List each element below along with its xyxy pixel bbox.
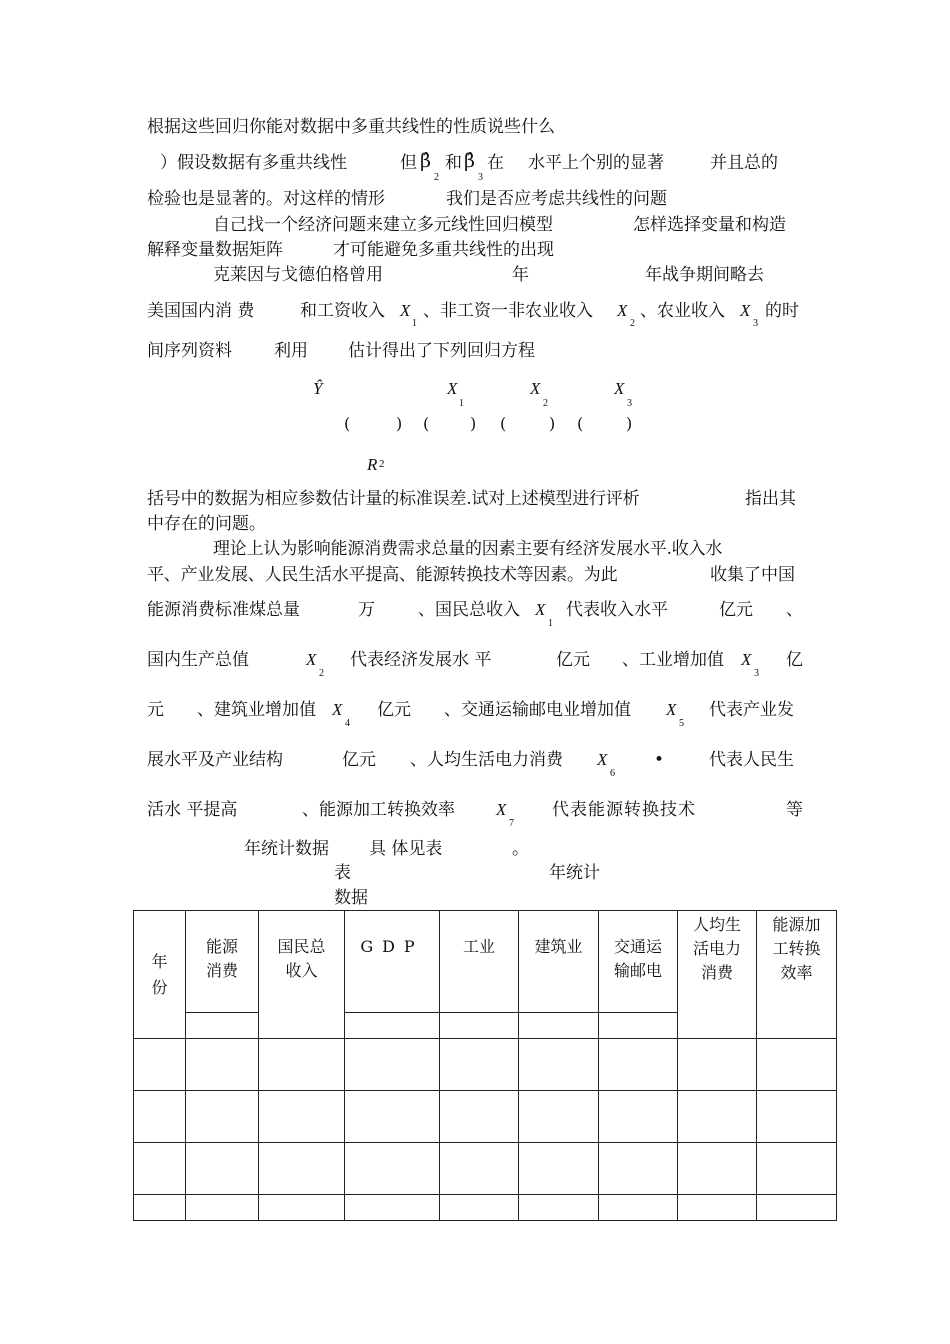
table-cell	[186, 1195, 259, 1221]
open-paren: (	[423, 414, 430, 433]
subscript: 2	[543, 398, 548, 409]
text-fragment: 亿元	[377, 700, 411, 720]
text-fragment: 、交通运输邮电业增加值	[444, 700, 631, 720]
question-line: 自己找一个经济问题来建立多元线性回归模型	[213, 215, 553, 235]
text-fragment: 年	[512, 265, 529, 285]
bullet-dot: •	[654, 750, 665, 770]
text-fragment: 万	[358, 600, 375, 620]
subscript: 4	[345, 718, 350, 729]
variable-x: X	[740, 301, 751, 320]
variable-x: X	[614, 379, 625, 398]
question-line: 年统计数据	[244, 839, 329, 859]
text-fragment: 在	[487, 153, 504, 173]
header-construction	[519, 911, 599, 1013]
question-line: 间序列资料	[147, 341, 232, 361]
text-fragment: 具 体见表	[369, 839, 443, 859]
table-cell	[519, 1039, 599, 1091]
subscript: 6	[610, 768, 615, 779]
text-fragment: 利用	[274, 341, 308, 361]
text-fragment: 、建筑业增加值	[197, 700, 316, 720]
table-cell	[186, 1143, 259, 1195]
text-fragment: 才可能避免多重共线性的出现	[333, 240, 554, 260]
table-cell	[134, 1039, 186, 1091]
table-cell	[599, 1195, 678, 1221]
text-fragment: 估计得出了下列回归方程	[348, 341, 535, 361]
header-label: GDP	[360, 937, 424, 956]
table-cell	[134, 1091, 186, 1143]
table-cell	[440, 1013, 519, 1039]
table-cell	[134, 1143, 186, 1195]
table-cell	[757, 1195, 837, 1221]
subscript: 5	[679, 718, 684, 729]
header-gni	[259, 911, 345, 1039]
text-fragment: 和	[445, 153, 462, 173]
table-cell	[757, 1091, 837, 1143]
variable-x: X	[447, 379, 458, 398]
table-cell	[440, 1195, 519, 1221]
text-fragment: 、国民总收入	[418, 600, 520, 620]
text-fragment: 但	[400, 153, 417, 173]
text-fragment: 、非工资一非农业收入	[423, 301, 593, 321]
table-cell	[519, 1143, 599, 1195]
table-cell	[519, 1013, 599, 1039]
header-industry	[440, 911, 519, 1013]
text-fragment: 、	[786, 600, 803, 620]
open-paren: (	[500, 414, 507, 433]
text-fragment: 指出其	[745, 489, 796, 509]
table-cell	[259, 1195, 345, 1221]
question-line: 括号中的数据为相应参数估计量的标准误差.试对上述模型进行评析	[147, 489, 640, 509]
text-fragment: 代表产业发	[709, 700, 794, 720]
y-hat-symbol: Ŷ	[313, 379, 323, 398]
subscript: 3	[627, 398, 632, 409]
table-cell	[678, 1039, 757, 1091]
text-fragment: 、人均生活电力消费	[410, 750, 563, 770]
header-label: 交通运输邮电	[613, 937, 662, 980]
header-gdp	[345, 911, 440, 1013]
beta-hat-symbol: β̂	[420, 150, 431, 172]
table-row	[134, 1195, 837, 1221]
table-cell	[519, 1195, 599, 1221]
table-cell	[186, 1091, 259, 1143]
text-fragment: 我们是否应考虑共线性的问题	[446, 189, 667, 209]
text-fragment: 、农业收入	[640, 301, 725, 321]
subscript: 1	[548, 618, 553, 629]
variable-x: X	[496, 800, 507, 819]
subscript: 3	[753, 318, 758, 329]
text-fragment: 亿元	[342, 750, 376, 770]
table-caption: 年统计	[549, 863, 600, 883]
text-fragment: 等	[786, 800, 803, 820]
question-line: 解释变量数据矩阵	[147, 240, 283, 260]
variable-x: X	[530, 379, 541, 398]
subscript: 1	[412, 318, 417, 329]
question-line: 展水平及产业结构	[147, 750, 283, 770]
table-cell	[678, 1143, 757, 1195]
question-line: 中存在的问题。	[147, 514, 266, 534]
table-cell	[757, 1143, 837, 1195]
header-label: 能源消费	[205, 937, 238, 980]
text-fragment: 亿元	[719, 600, 753, 620]
text-fragment: 的时	[765, 301, 799, 321]
close-paren: )	[549, 414, 556, 433]
table-cell	[440, 1091, 519, 1143]
table-cell	[345, 1039, 440, 1091]
header-label: 人均生活电力消费	[692, 915, 741, 982]
table-cell	[440, 1143, 519, 1195]
table-cell	[259, 1091, 345, 1143]
question-line: 元	[147, 700, 164, 720]
question-line: 检验也是显著的。对这样的情形	[147, 189, 385, 209]
header-power-use	[678, 911, 757, 1039]
text-fragment: 亿元	[556, 650, 590, 670]
table-cell	[186, 1039, 259, 1091]
close-paren: )	[626, 414, 633, 433]
table-cell	[259, 1143, 345, 1195]
table-cell	[599, 1013, 678, 1039]
text-fragment: 水平上个别的显著	[528, 153, 664, 173]
text-fragment: 代表人民生	[709, 750, 794, 770]
question-line: 克莱因与戈德伯格曾用	[213, 265, 383, 285]
subscript: 1	[459, 398, 464, 409]
subscript: 3	[478, 172, 483, 183]
question-line: ）假设数据有多重共线性	[160, 153, 347, 173]
text-fragment: 。	[512, 839, 529, 859]
text-fragment: 、能源加工转换效率	[302, 800, 455, 820]
variable-x: X	[306, 650, 317, 669]
variable-x: X	[741, 650, 752, 669]
table-caption: 表	[334, 863, 351, 883]
header-label: 能源加工转换效率	[772, 915, 821, 982]
question-line: 能源消费标准煤总量	[147, 600, 300, 620]
text-fragment: 、工业增加值	[622, 650, 724, 670]
table-cell	[345, 1195, 440, 1221]
table-cell	[599, 1091, 678, 1143]
subscript: 2	[630, 318, 635, 329]
table-cell	[259, 1039, 345, 1091]
variable-x: X	[617, 301, 628, 320]
text-fragment: 代表经济发展水 平	[350, 650, 492, 670]
variable-x: X	[535, 600, 546, 619]
variable-x: X	[332, 700, 343, 719]
table-row	[134, 1039, 837, 1091]
question-line: 活水 平提高	[147, 800, 238, 820]
text-fragment: 年战争期间略去	[645, 265, 764, 285]
variable-x: X	[597, 750, 608, 769]
header-energy	[186, 911, 259, 1013]
r-squared-symbol: R	[367, 455, 378, 474]
text-fragment: 代表收入水平	[566, 600, 668, 620]
table-cell	[599, 1039, 678, 1091]
variable-x: X	[400, 301, 411, 320]
beta-hat-symbol: β̂	[464, 150, 475, 172]
text-fragment: 代表能源转换技术	[552, 800, 696, 820]
question-line: 美国国内消 费	[147, 301, 255, 321]
table-row	[134, 1143, 837, 1195]
table-cell	[345, 1091, 440, 1143]
text-fragment: 怎样选择变量和构造	[633, 215, 786, 235]
text-fragment: 并且总的	[710, 153, 778, 173]
question-line: 平、产业发展、人民生活水平提高、能源转换技术等因素。为此	[147, 565, 618, 585]
table-cell	[519, 1091, 599, 1143]
table-cell	[186, 1013, 259, 1039]
header-conversion	[757, 911, 837, 1039]
close-paren: )	[470, 414, 477, 433]
table-row	[134, 1091, 837, 1143]
variable-x: X	[666, 700, 677, 719]
superscript: 2	[379, 458, 385, 470]
subscript: 7	[509, 818, 514, 829]
text-fragment: 和工资收入	[300, 301, 385, 321]
table-cell	[678, 1195, 757, 1221]
subscript: 2	[319, 668, 324, 679]
subscript: 2	[434, 172, 439, 183]
header-label: 建筑业	[534, 937, 583, 956]
table-cell	[345, 1143, 440, 1195]
header-year	[134, 911, 186, 1039]
table-cell	[678, 1091, 757, 1143]
header-label: 工业	[462, 937, 495, 956]
table-caption: 数据	[334, 888, 368, 908]
question-line: 根据这些回归你能对数据中多重共线性的性质说些什么	[147, 117, 555, 137]
text-fragment: 收集了中国	[710, 565, 795, 585]
table-cell	[599, 1143, 678, 1195]
header-label: 国民总收入	[277, 937, 326, 980]
table-cell	[757, 1039, 837, 1091]
table-cell	[345, 1013, 440, 1039]
question-line: 理论上认为影响能源消费需求总量的因素主要有经济发展水平.收入水	[213, 539, 723, 559]
header-label: 年份	[151, 951, 168, 997]
header-transport	[599, 911, 678, 1013]
close-paren: )	[396, 414, 403, 433]
subscript: 3	[754, 668, 759, 679]
text-fragment: 亿	[786, 650, 803, 670]
statistics-table	[133, 910, 837, 1221]
open-paren: (	[577, 414, 584, 433]
open-paren: (	[344, 414, 351, 433]
table-cell	[440, 1039, 519, 1091]
question-line: 国内生产总值	[147, 650, 249, 670]
table-cell	[134, 1195, 186, 1221]
